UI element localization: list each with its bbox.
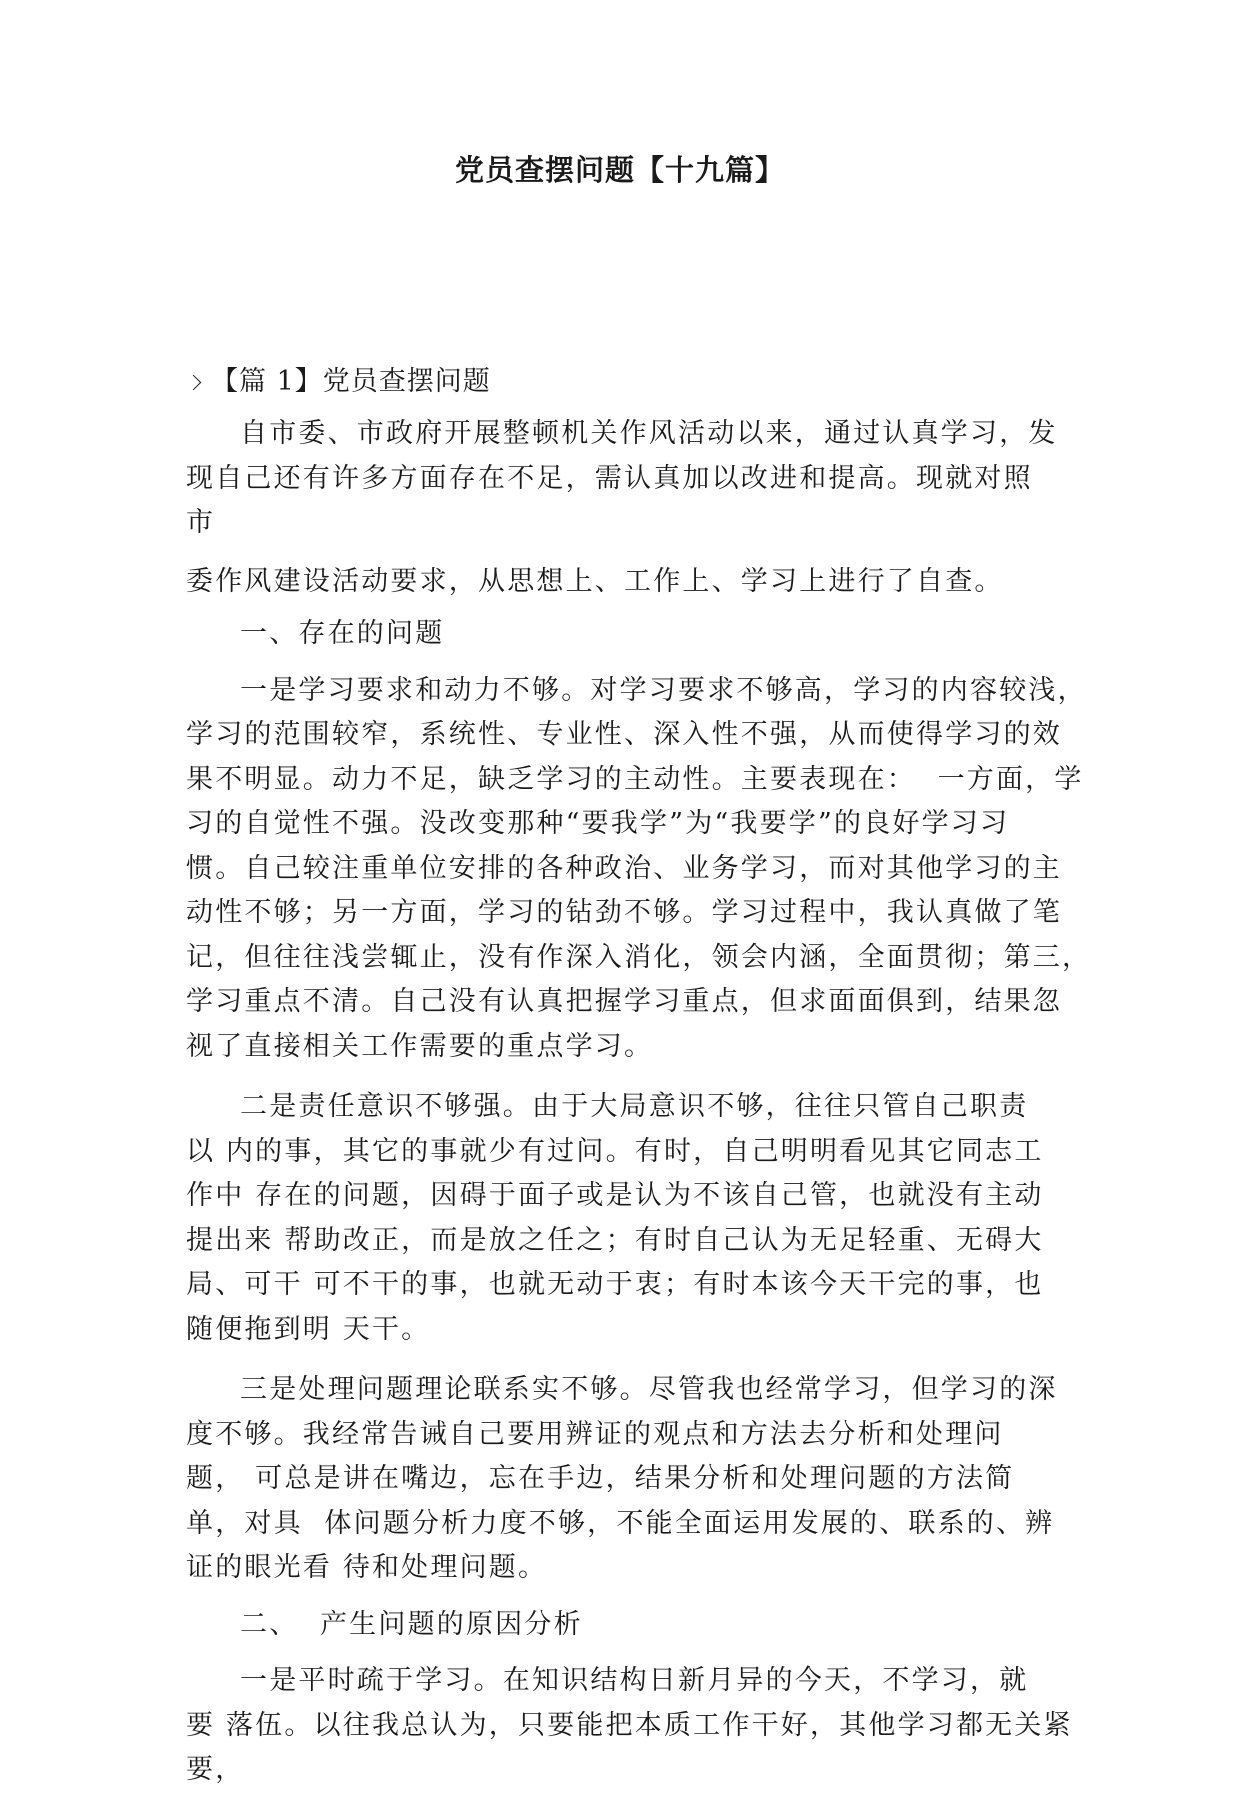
paragraph-line: 一是平时疏于学习。在知识结构日新月异的今天，不学习，就 <box>240 1665 1029 1696</box>
paragraph-line: 学习的范围较窄，系统性、专业性、深入性不强，从而使得学习的效 <box>186 719 1062 750</box>
document-title: 党员查摆问题【十九篇】 <box>454 153 785 187</box>
paragraph-line: 委作风建设活动要求，从思想上、工作上、学习上进行了自查。 <box>186 565 1004 597</box>
subsection-heading-text: 二、 产生问题的原因分析 <box>240 1608 583 1640</box>
paragraph-line: 自市委、市政府开展整顿机关作风活动以来，通过认真学习，发 <box>240 418 1058 449</box>
paragraph-line: 三是处理问题理论联系实不够。尽管我也经常学习，但学习的深 <box>240 1374 1058 1405</box>
paragraph-line: 动性不够；另一方面，学习的钻劲不够。学习过程中，我认真做了笔 <box>186 897 1062 928</box>
paragraph-line: 学习重点不清。自己没有认真把握学习重点，但求面面俱到，结果忽 <box>186 986 1062 1017</box>
paragraph-line: 要 落伍。以往我总认为，只要能把本质工作干好，其他学习都无关紧 <box>186 1709 1073 1741</box>
paragraph <box>186 412 1066 546</box>
paragraph <box>186 560 1066 605</box>
paragraph-line: 现自己还有许多方面存在不足，需认真加以改进和提高。现就对照 <box>186 462 1033 494</box>
paragraph-line: 随便拖到明 天干。 <box>186 1313 431 1345</box>
paragraph-line: 提出来 帮助改正，而是放之任之；有时自己认为无足轻重、无碍大 <box>186 1224 1044 1256</box>
subsection-heading-text: 一、存在的问题 <box>240 618 445 649</box>
paragraph-line: 二是责任意识不够强。由于大局意识不够，往往只管自己职责 <box>240 1091 1029 1122</box>
paragraph-line: 要， <box>186 1754 245 1785</box>
paragraph-line: 市 <box>186 507 216 538</box>
paragraph-line: 题， 可总是讲在嘴边，忘在手边，结果分析和处理问题的方法简 <box>186 1463 1015 1494</box>
section-heading[interactable] <box>186 362 491 402</box>
paragraph-line: 证的眼光看 待和处理问题。 <box>186 1552 548 1583</box>
paragraph <box>186 1368 1066 1591</box>
subsection-heading <box>186 1603 1066 1648</box>
paragraph <box>186 669 1092 1070</box>
paragraph-line: 惯。自己较注重单位安排的各种政治、业务学习，而对其他学习的主 <box>186 852 1062 884</box>
chevron-right-icon[interactable] <box>186 374 202 390</box>
paragraph-line: 视了直接相关工作需要的重点学习。 <box>186 1030 654 1062</box>
document-body <box>186 412 1092 1793</box>
paragraph-line: 一是学习要求和动力不够。对学习要求不够高，学习的内容较浅， <box>240 674 1087 706</box>
paragraph-line: 记，但往往浅尝辄止，没有作深入消化，领会内涵，全面贯彻；第三， <box>186 941 1092 973</box>
paragraph <box>186 1085 1066 1352</box>
paragraph-line: 单，对具 体问题分析力度不够，不能全面运用发展的、联系的、辨 <box>186 1507 1055 1539</box>
paragraph-line: 习的自觉性不强。没改变那种“要我学”为“我要学”的良好学习习 <box>186 808 1010 839</box>
paragraph-line: 以 内的事，其它的事就少有过问。有时，自己明明看见其它同志工 <box>186 1135 1044 1167</box>
paragraph-line: 果不明显。动力不足，缺乏学习的主动性。主要表现在： 一方面，学 <box>186 763 1084 795</box>
paragraph-line: 局、可干 可不干的事，也就无动于衷；有时本该今天干完的事，也 <box>186 1269 1044 1300</box>
paragraph-line: 度不够。我经常告诫自己要用辨证的观点和方法去分析和处理问 <box>186 1418 1004 1450</box>
paragraph <box>186 1659 1073 1793</box>
section-heading-label: 【篇 1】党员查摆问题 <box>211 366 491 397</box>
subsection-heading <box>186 612 1066 657</box>
paragraph-line: 作中 存在的问题，因碍于面子或是认为不该自己管，也就没有主动 <box>186 1180 1044 1211</box>
